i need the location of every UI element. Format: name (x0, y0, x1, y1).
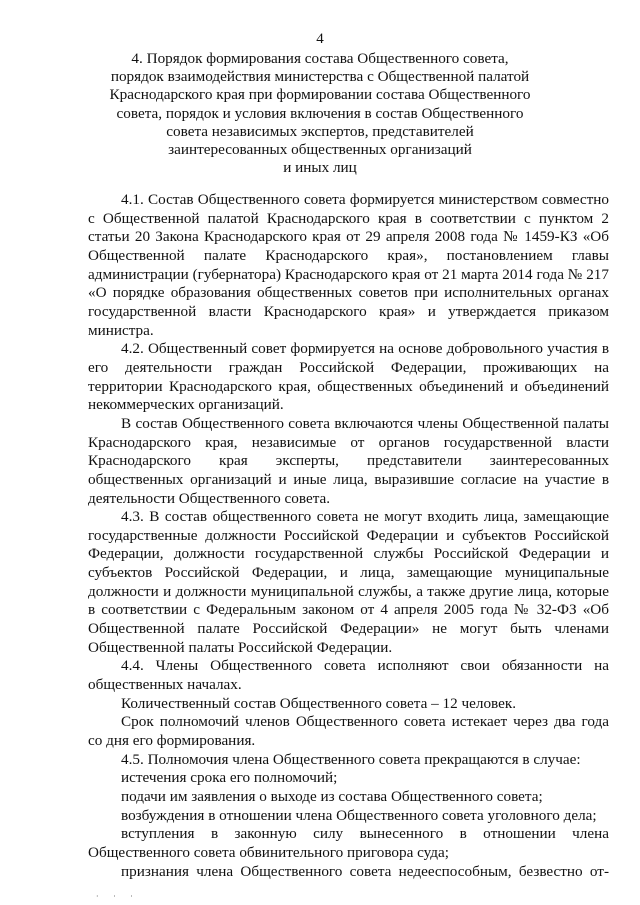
list-item-incapacity: признания члена Общественного совета недееспособным, безвестно от- (121, 862, 609, 880)
list-item-criminal-case: возбуждения в отношении члена Общественного совета уголовного дела; (121, 806, 597, 824)
paragraph-composition: В состав Общественного совета включаются члены Общественной палаты Краснодарского края, независимые от органов государственной власти Краснодарского края эксперты, представители заинтересованных общественных организаций и иные лица, выразившие согласие на участие в деятельности Общественного совета. (88, 414, 609, 507)
paragraph-member-count: Количественный состав Общественного совета – 12 человек. (121, 694, 517, 712)
paragraph-4-3: 4.3. В состав общественного совета не могут входить лица, замещающие государственные должности Российской Федерации и субъектов Российской Федерации, должности государственной службы Российской Федерации и субъектов Российской Федерации, и лица, замещающие муниципальные должности и должности муниципальной службы, а также другие лица, которые в соответствии с Федеральным законом от 4 апреля 2005 года № 32-ФЗ «Об Общественной палате Российской Федерации» не могут быть членами Общественной палаты Российской Федерации. (88, 508, 609, 656)
heading-line: заинтересованных общественных организаций (168, 141, 472, 159)
section-heading (100, 50, 540, 177)
paragraph-4-1: 4.1. Состав Общественного совета формируется министерством совместно с Общественной палатой Краснодарского края в соответствии с пунктом 2 статьи 20 Закона Краснодарского края от 29 апреля 2008 года № 1459-КЗ «Об Общественной палате Краснодарского края», постановлением главы администрации (губернатора) Краснодарского края от 21 марта 2014 года № 217 «О порядке образования общественных советов при исполнительных органах государственной власти Краснодарского края» и утверждается приказом министра. (88, 191, 609, 339)
heading-line: порядок взаимодействия министерства с Общественной палатой (110, 68, 530, 86)
heading-line: 4. Порядок формирования состава Общественного совета, (131, 50, 509, 67)
paragraph-4-4: 4.4. Члены Общественного совета исполняют свои обязанности на общественных началах. (88, 657, 609, 694)
heading-line: и иных лиц (283, 159, 357, 177)
page-number: 4 (316, 31, 324, 47)
list-item-term-expiry: истечения срока его полномочий; (121, 769, 338, 787)
document-body (88, 191, 609, 881)
paragraph-term: Срок полномочий членов Общественного совета истекает через два года со дня его формирования. (88, 713, 609, 750)
heading-line: совета независимых экспертов, представителей (166, 122, 474, 140)
list-item-resignation: подачи им заявления о выходе из состава Общественного совета; (121, 788, 543, 805)
heading-line: совета, порядок и условия включения в состав Общественного (116, 104, 524, 122)
paragraph-4-5: 4.5. Полномочия члена Общественного совета прекращаются в случае: (121, 750, 581, 768)
paragraph-4-2: 4.2. Общественный совет формируется на основе добровольного участия в его деятельности граждан Российской Федерации, проживающих на территории Краснодарского края, общественных объединений и объединений некоммерческих организаций. (88, 340, 609, 414)
list-item-conviction: вступления в законную силу вынесенного в отношении члена Общественного совета обвинительного приговора суда; (88, 825, 609, 861)
heading-line: Краснодарского края при формировании состава Общественного (109, 86, 531, 104)
scan-artifact-marks: · · · (96, 892, 139, 901)
